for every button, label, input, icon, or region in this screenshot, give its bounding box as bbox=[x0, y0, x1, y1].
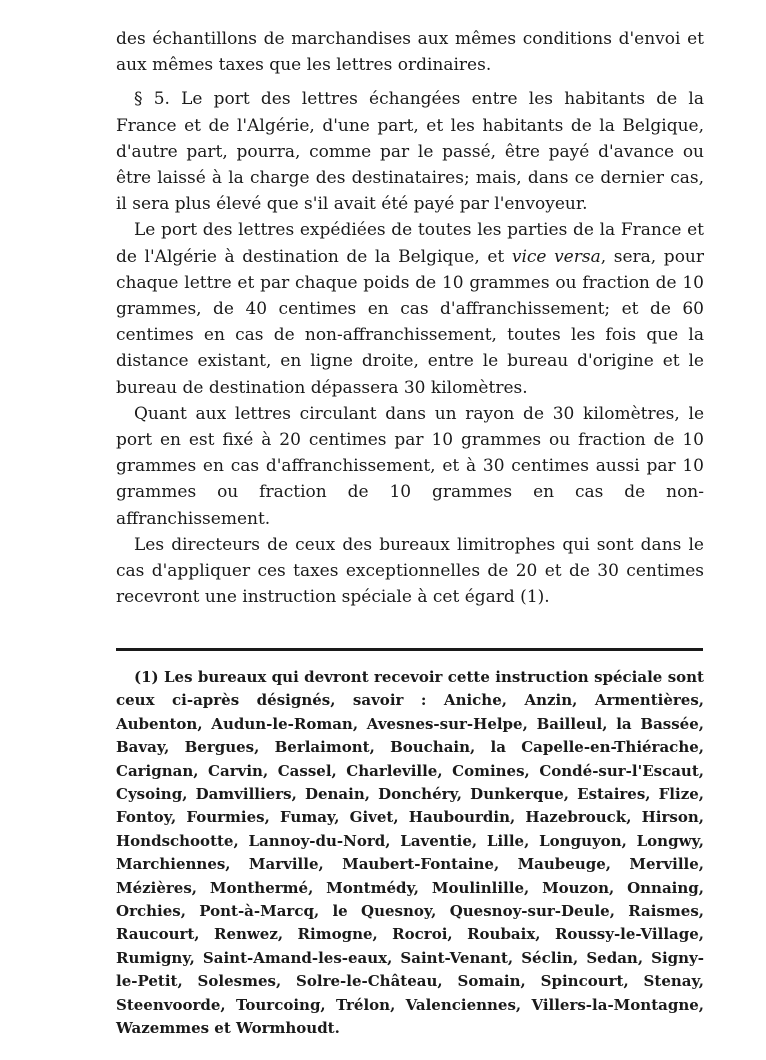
paragraph-continued: des échantillons de marchandises aux mêmes conditions d'envoi et aux mêmes taxes que les lettres ordinaires. bbox=[116, 29, 704, 76]
footnote bbox=[116, 666, 704, 1041]
rates-text-after: , sera, pour chaque lettre et par chaque poids de 10 grammes ou fraction de 10 grammes, de 40 centimes en cas d'affranchissement; et de 60 centimes en cas de non-affranchissement, toutes les fois que la distance existant, en ligne droite, entre le bureau d'origine et le bureau de destination dépassera 30 kilomètres. bbox=[116, 246, 705, 398]
vice-versa-italic: vice versa bbox=[511, 246, 601, 267]
paragraph-rates-over-30km bbox=[116, 217, 704, 400]
footnote-divider bbox=[116, 648, 703, 651]
footnote-text: (1) Les bureaux qui devront recevoir cette instruction spéciale sont ceux ci-après désignés, savoir : Aniche, Anzin, Armentières, Aubenton, Audun-le-Roman, Avesnes-sur-Helpe, Bailleul, la Bassée, Bavay, Bergues, Berlaimont, Bouchain, la Capelle-en-Thiérache, Carignan, Carvin, Cassel, Charleville, Comines, Condé-sur-l'Escaut, Cysoing, Damvilliers, Denain, Donchéry, Dunkerque, Estaires, Flize, Fontoy, Fourmies, Fumay, Givet, Haubourdin, Hazebrouck, Hirson, Hondschootte, Lannoy-du-Nord, Laventie, Lille, Longuyon, Longwy, Marchiennes, Marville, Maubert-Fontaine, Maubeuge, Merville, Mézières, Monthermé, Montmédy, Moulinlille, Mouzon, Onnaing, Orchies, Pont-à-Marcq, le Quesnoy, Quesnoy-sur-Deule, Raismes, Raucourt, Renwez, Rimogne, Rocroi, Roubaix, Roussy-le-Village, Rumigny, Saint-Amand-les-eaux, Saint-Venant, Séclin, Sedan, Signy-le-Petit, Solesmes, Solre-le-Château, Somain, Spincourt, Stenay, Steenvoorde, Tourcoing, Trélon, Valenciennes, Villers-la-Montagne, Wazemmes et Wormhoudt. bbox=[116, 668, 704, 1038]
paragraph-rates-within-30km: Quant aux lettres circulant dans un rayon de 30 kilomètres, le port en est fixé à 20 centimes par 10 grammes ou fraction de 10 grammes en cas d'affranchissement, et à 30 centimes aussi par 10 grammes ou fraction de 10 grammes en cas de non-affranchissement. bbox=[116, 403, 704, 529]
main-text-block bbox=[116, 26, 704, 610]
rates-text-before: Le port des lettres expédiées de toutes les parties de la France et de l'Algérie à destination de la Belgique, et bbox=[116, 220, 704, 267]
paragraph-border-offices: Les directeurs de ceux des bureaux limitrophes qui sont dans le cas d'appliquer ces taxes exceptionnelles de 20 et de 30 centimes recevront une instruction spéciale à cet égard (1). bbox=[116, 534, 704, 608]
paragraph-section-5: § 5. Le port des lettres échangées entre les habitants de la France et de l'Algérie, d'une part, et les habitants de la Belgique, d'autre part, pourra, comme par le passé, être payé d'avance ou être laissé à la charge des destinataires; mais, dans ce dernier cas, il sera plus élevé que s'il avait été payé par l'envoyeur. bbox=[116, 89, 704, 215]
